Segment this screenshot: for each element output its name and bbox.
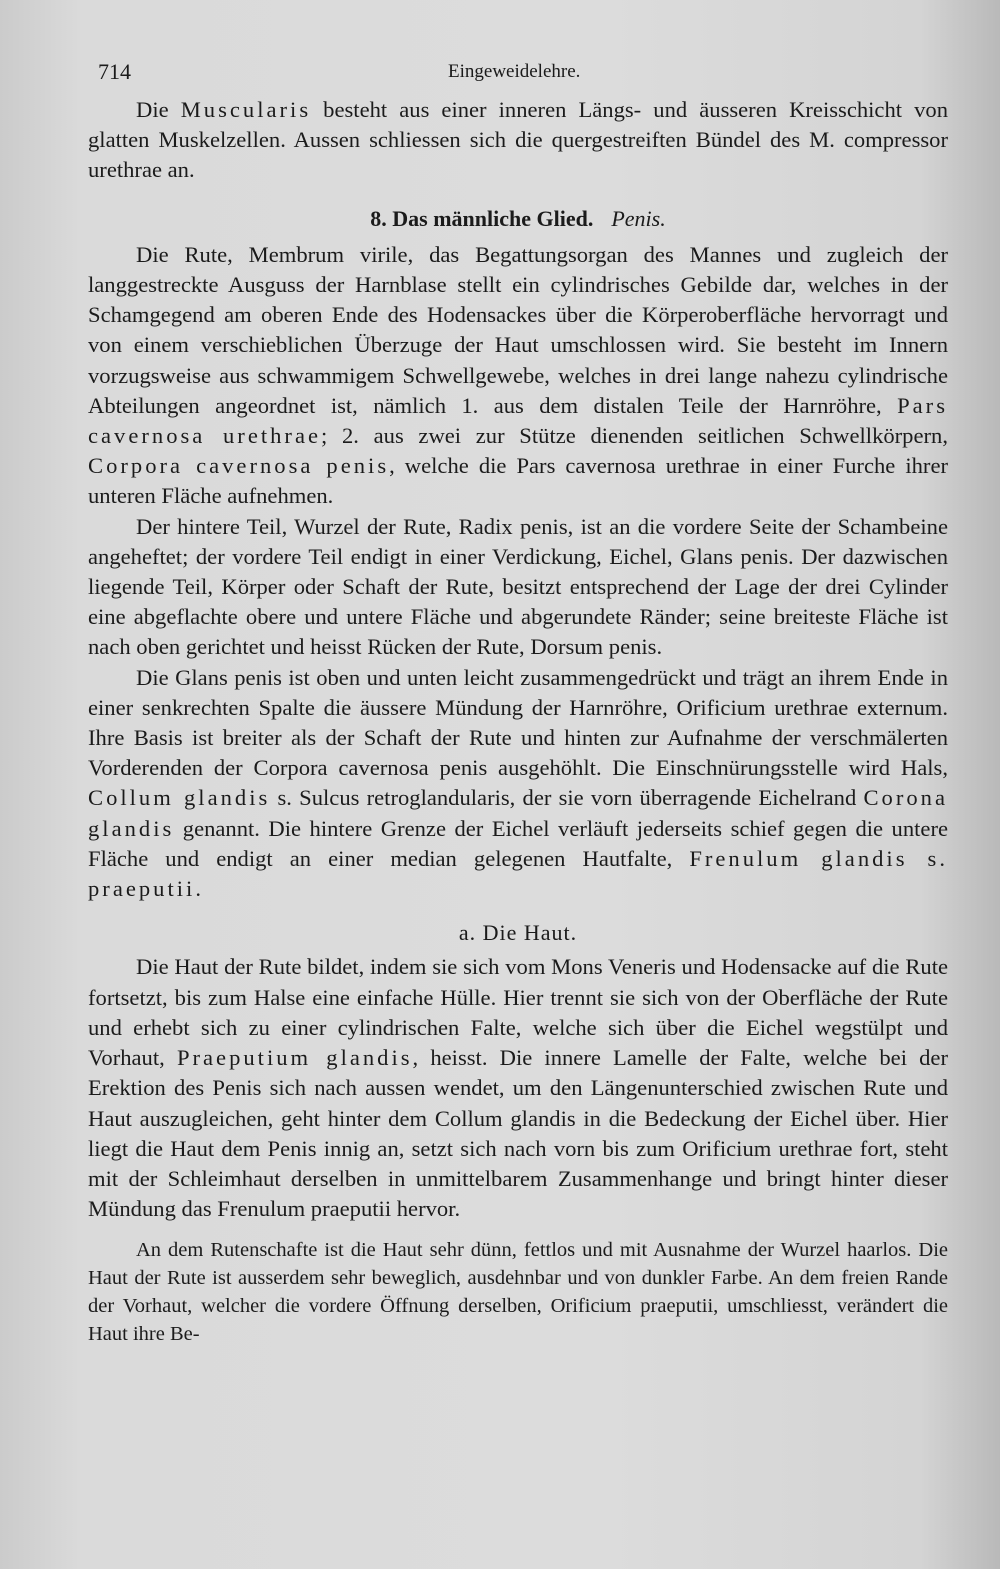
spaced-term: Collum glandis xyxy=(88,785,271,811)
text-run: Die Rute, Membrum virile, das Begattungsorgan des Mannes und zugleich der langgestreckte Ausguss der Harnblase stellt ein cylindrisches Gebilde dar, welches in der Schamgegend am oberen Ende des Hodensackes über die Körperoberfläche hervorragt und von einem verschieblichen Überzuge der Haut umschlossen wird. Sie besteht im Innern vorzugsweise aus schwammigem Schwellgewebe, welches in drei lange nahezu cylindrische Abteilungen angeordnet ist, nämlich 1. aus dem distalen Teile der Harnröhre, xyxy=(88,241,948,418)
paragraph-glans xyxy=(88,663,948,905)
section-heading xyxy=(88,204,948,234)
spaced-term: Praeputium glandis xyxy=(176,1045,413,1071)
spaced-term: Corpora cavernosa penis xyxy=(88,453,390,479)
text-run: Die Haut der Rute bildet, indem sie sich vom Mons Veneris und Hodensacke auf die Rute fortsetzt, bis zum Halse eine einfache Hülle. Hier trennt sie sich von der Oberfläche der Rute und erhebt sich zu einer cylindrischen Falte, welche sich über die Eichel wegstülpt und Vorhaut, xyxy=(88,954,948,1071)
section-heading-latin: Penis. xyxy=(611,205,666,231)
text-run: genannt. Die hintere Grenze der Eichel verläuft jederseits schief gegen die untere Fläche und endigt an einer median gelegenen Hautfalte, xyxy=(88,815,948,871)
paragraph-rutenschaft: An dem Rutenschafte ist die Haut sehr dünn, fettlos und mit Ausnahme der Wurzel haarlos. Die Haut der Rute ist ausserdem sehr beweglich, ausdehnbar und von dunkler Farbe. An dem freien Rande der Vorhaut, welcher die vordere Öffnung derselben, Orificium praeputii, umschliesst, verändert die Haut ihre Be- xyxy=(88,1239,948,1346)
running-title: Eingeweidelehre. xyxy=(448,61,581,82)
paragraph-muscularis xyxy=(88,95,948,186)
text-run: besteht aus einer inneren Längs- und äusseren Kreisschicht von glatten Muskelzellen. Aussen schliessen sich die quergestreiften Bündel des M. compressor urethrae an. xyxy=(88,97,948,183)
paragraph-haut xyxy=(88,952,948,1224)
subheading: a. Die Haut. xyxy=(458,920,578,946)
text-run: . xyxy=(195,876,201,902)
spaced-term: Corona glandis xyxy=(88,785,948,841)
text-run: , heisst. Die innere Lamelle der Falte, welche bei der Erektion des Penis sich nach aussen wendet, um den Längenunterschied zwischen Rute und Haut auszugleichen, geht hinter dem Collum glandis in die Bedeckung der Eichel über. Hier liegt die Haut dem Penis innig an, setzt sich nach vorn bis zum Orificium urethrae fort, steht mit der Schleimhaut derselben in unmittelbarem Zusammenhange und bringt hinter dieser Mündung das Frenulum praeputii hervor. xyxy=(88,1045,948,1222)
text-run: s. Sulcus retroglandularis, der sie vorn überragende Eichelrand xyxy=(270,785,864,811)
page-number: 714 xyxy=(98,59,131,84)
spaced-term: Muscularis xyxy=(180,97,312,122)
text-body xyxy=(88,95,948,1348)
text-run: Die xyxy=(136,97,181,122)
text-run: , welche die Pars cavernosa urethrae in einer Furche ihrer unteren Fläche aufnehmen. xyxy=(88,453,948,509)
spaced-term: Frenulum glandis s. praeputii xyxy=(88,845,948,902)
text-run: ; 2. aus zwei zur Stütze dienenden seitlichen Schwellkörpern, xyxy=(321,423,948,449)
paragraph-rute xyxy=(88,240,948,512)
section-heading-title: 8. Das männliche Glied. xyxy=(370,205,594,231)
spaced-term: Pars cavernosa urethrae xyxy=(88,392,948,449)
paragraph-radix: Der hintere Teil, Wurzel der Rute, Radix penis, ist an die vordere Seite der Schambeine angeheftet; der vordere Teil endigt in einer Verdickung, Eichel, Glans penis. Der dazwischen liegende Teil, Körper oder Schaft der Rute, besitzt entsprechend der Lage der drei Cylinder eine abgeflachte obere und untere Fläche und abgerundete Ränder; seine breiteste Fläche ist nach oben gerichtet und heisst Rücken der Rute, Dorsum penis. xyxy=(88,513,948,660)
text-run: Die Glans penis ist oben und unten leicht zusammengedrückt und trägt an ihrem Ende in einer senkrechten Spalte die äussere Mündung der Harnröhre, Orificium urethrae externum. Ihre Basis ist breiter als der Schaft der Rute und hinten zur Aufnahme der verschmälerten Vorderenden der Corpora cavernosa penis ausgehöhlt. Die Einschnürungsstelle wird Hals, xyxy=(88,664,948,781)
running-head xyxy=(88,55,948,95)
